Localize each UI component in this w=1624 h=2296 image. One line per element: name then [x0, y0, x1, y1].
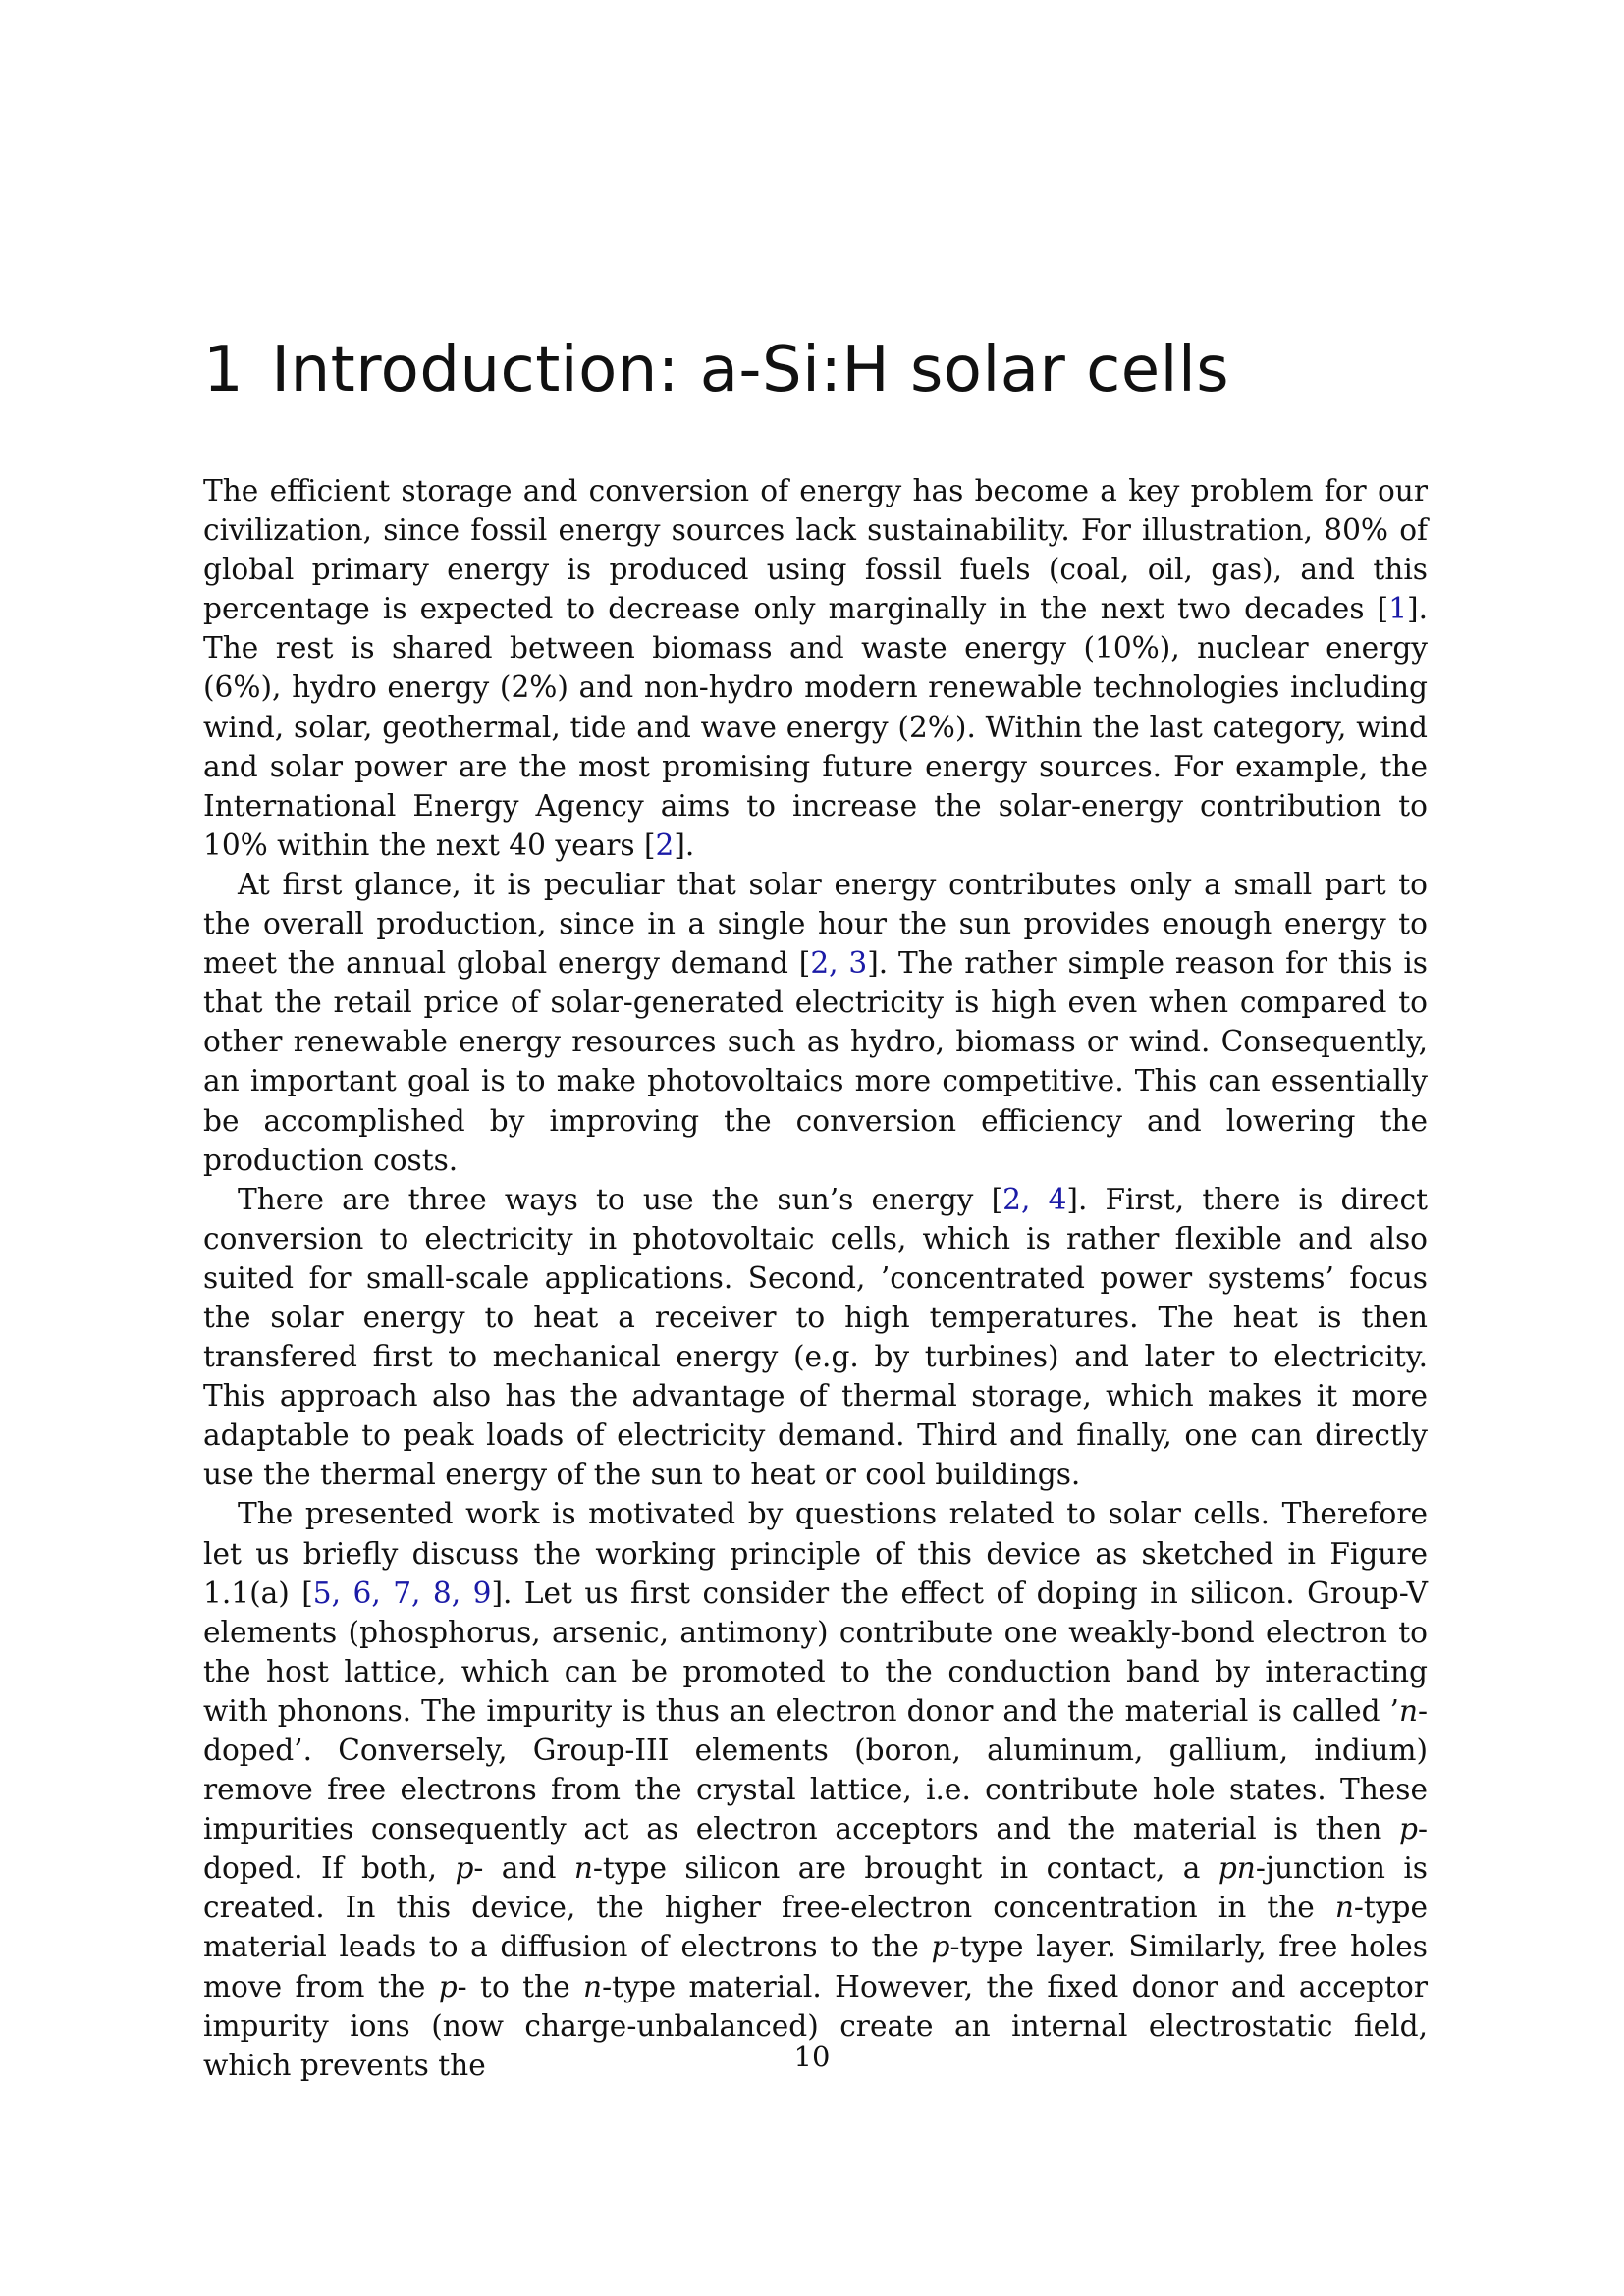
citation-link[interactable]: 6: [352, 1575, 372, 1610]
paragraph-2: At first glance, it is peculiar that solar energy contributes only a small part to the overall production, since in a single hour the sun provides enough energy to meet the annual global energy demand [2, 3]. The rather simple reason for this is that the retail price of solar-generated electricity is high even when compared to other renewable energy resources such as hydro, biomass or wind. Consequently, an important goal is to make photovoltaics more competitive. This can essentially be accomplished by improving the conversion efficiency and lowering the production costs.: [203, 867, 1428, 1177]
citation-link[interactable]: 9: [472, 1575, 492, 1610]
citation-link[interactable]: 2: [1002, 1182, 1021, 1216]
citation-link[interactable]: 4: [1048, 1182, 1067, 1216]
page-number: 10: [793, 2040, 831, 2073]
paragraph-4: The presented work is motivated by questions related to solar cells. Therefore let us briefly discuss the working principle of this device as sketched in Figure 1.1(a) [5, 6, 7, 8, 9]. Let us first consider the effect of doping in silicon. Group-V elements (phosphorus, arsenic, antimony) contribute one weakly-bond electron to the host lattice, which can be promoted to the conduction band by interacting with phonons. The impurity is thus an electron donor and the material is called ’n-doped’. Conversely, Group-III elements (boron, aluminum, gallium, indium) remove free electrons from the crystal lattice, i.e. contribute hole states. These impurities consequently act as electron acceptors and the material is then p-doped. If both, p- and n-type silicon are brought in contact, a pn-junction is created. In this device, the higher free-electron concentration in the n-type material leads to a diffusion of electrons to the p-type layer. Similarly, free holes move from the p- to the n-type material. However, the fixed donor and acceptor impurity ions (now charge-unbalanced) create an internal electrostatic field, which prevents the: [203, 1497, 1428, 2082]
chapter-title-text: Introduction: a-Si:H solar cells: [271, 334, 1230, 406]
citation-link[interactable]: 2: [655, 828, 675, 862]
paragraph-3: There are three ways to use the sun’s energy [2, 4]. First, there is direct conversion to electricity in photovoltaic cells, which is rather flexible and also suited for small-scale applications. Second, ’concentrated power systems’ focus the solar energy to heat a receiver to high temperatures. The heat is then transfered first to mechanical energy (e.g. by turbines) and later to electricity. This approach also has the advantage of thermal storage, which makes it more adaptable to peak loads of electricity demand. Third and finally, one can directly use the thermal energy of the sun to heat or cool buildings.: [203, 1182, 1428, 1492]
citation-link[interactable]: 8: [432, 1575, 452, 1610]
citation-link[interactable]: 1: [1388, 592, 1408, 626]
citation-link[interactable]: 5: [312, 1575, 332, 1610]
citation-link[interactable]: 2: [810, 946, 830, 981]
paragraph-1: The efficient storage and conversion of energy has become a key problem for our civilization, since fossil energy sources lack sustainability. For illustration, 80% of global primary energy is produced using fossil fuels (coal, oil, gas), and this percentage is expected to decrease only marginally in the next two decades [1]. The rest is shared between biomass and waste energy (10%), nuclear energy (6%), hydro energy (2%) and non-hydro modern renewable technologies including wind, solar, geothermal, tide and wave energy (2%). Within the last category, wind and solar power are the most promising future energy sources. For example, the International Energy Agency aims to increase the solar-energy contribution to 10% within the next 40 years [2].: [203, 474, 1428, 862]
chapter-number: 1: [203, 334, 244, 406]
citation-link[interactable]: 3: [848, 946, 868, 981]
body-text: [203, 471, 1428, 2085]
citation-link[interactable]: 7: [393, 1575, 412, 1610]
chapter-title: [203, 334, 1229, 406]
